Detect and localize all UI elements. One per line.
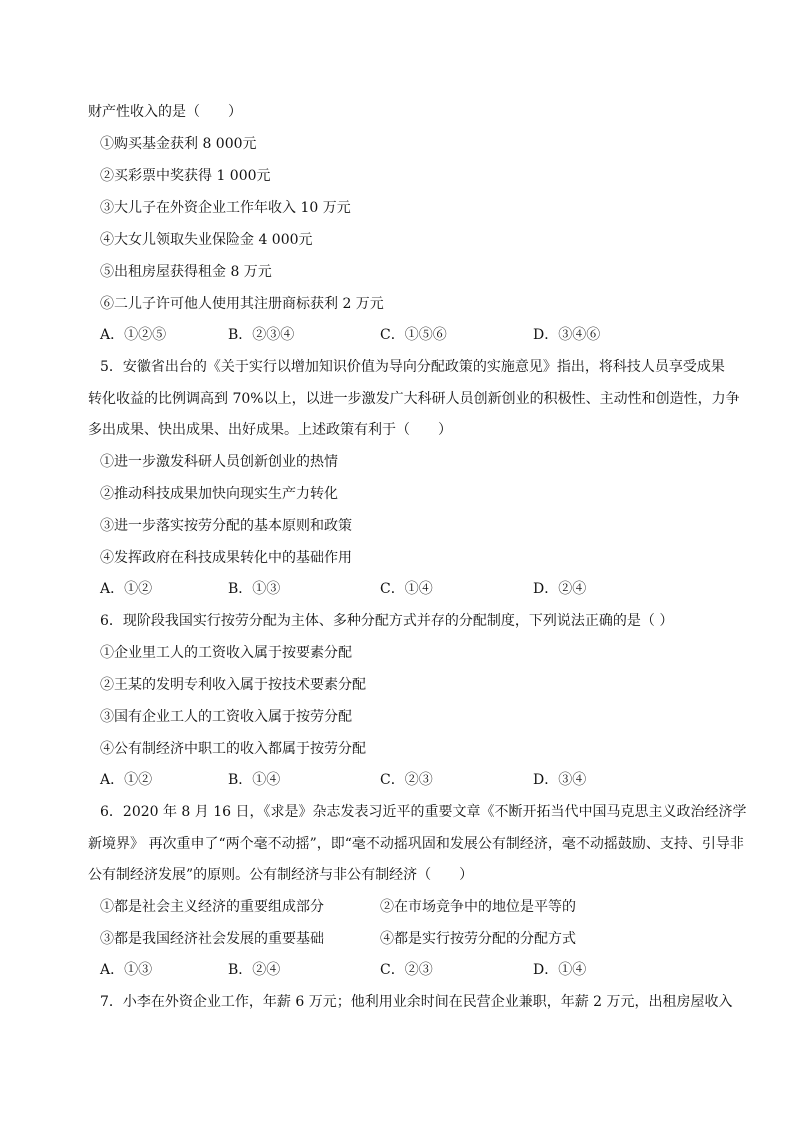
q4-item-2: ②买彩票中奖获得 1 000元 (100, 168, 271, 184)
q6b-item-2: ②在市场竞争中的地位是平等的 (380, 899, 576, 915)
q4-option-b: B．②③④ (228, 327, 295, 343)
q4-stem-tail: 财产性收入的是（ ） (88, 104, 242, 120)
q6b-item-3: ③都是我国经济社会发展的重要基础 (100, 931, 324, 947)
q6b-option-a: A．①③ (100, 962, 153, 978)
q5-option-d: D．②④ (533, 581, 587, 597)
q4-item-1: ①购买基金获利 8 000元 (100, 136, 257, 152)
q6a-item-4: ④公有制经济中职工的收入都属于按劳分配 (100, 741, 366, 757)
q6b-option-c: C．②③ (380, 962, 433, 978)
q5-item-2: ②推动科技成果加快向现实生产力转化 (100, 486, 338, 502)
q6b-item-4: ④都是实行按劳分配的分配方式 (380, 931, 576, 947)
q5-item-1: ①进一步激发科研人员创新创业的热情 (100, 454, 338, 470)
q6b-item-1: ①都是社会主义经济的重要组成部分 (100, 899, 324, 915)
q5-item-3: ③进一步落实按劳分配的基本原则和政策 (100, 518, 352, 534)
q6a-option-b: B．①④ (228, 772, 281, 788)
q6a-stem-line-1: 6．现阶段我国实行按劳分配为主体、多种分配方式并存的分配制度，下列说法正确的是（ ） (100, 613, 674, 629)
q4-item-4: ④大女儿领取失业保险金 4 000元 (100, 232, 313, 248)
q5-option-b: B．①③ (228, 581, 281, 597)
q5-item-4: ④发挥政府在科技成果转化中的基础作用 (100, 550, 352, 566)
q6a-item-1: ①企业里工人的工资收入属于按要素分配 (100, 645, 352, 661)
q4-option-c: C．①⑤⑥ (380, 327, 447, 343)
q6a-item-3: ③国有企业工人的工资收入属于按劳分配 (100, 709, 352, 725)
q6b-stem-line-1: 6．2020 年 8 月 16 日，《求是》杂志发表习近平的重要文章《不断开拓当代中国马克思主义政治经济学 (100, 804, 747, 820)
q6a-option-c: C．②③ (380, 772, 433, 788)
q5-stem-line-2: 转化收益的比例调高到 70%以上，以进一步激发广大科研人员创新创业的积极性、主动性和创造性，力争 (88, 391, 740, 407)
q6b-option-d: D．①④ (533, 962, 587, 978)
q4-item-5: ⑤出租房屋获得租金 8 万元 (100, 264, 272, 280)
q5-stem-line-1: 5．安徽省出台的《关于实行以增加知识价值为导向分配政策的实施意见》指出，将科技人员享受成果 (100, 359, 725, 375)
q6b-stem-line-2: 新境界》 再次重申了“两个毫不动摇”，即“毫不动摇巩固和发展公有制经济，毫不动摇鼓励、支持、引导非 (88, 836, 744, 852)
q6a-option-a: A．①② (100, 772, 153, 788)
q4-item-3: ③大儿子在外资企业工作年收入 10 万元 (100, 200, 351, 216)
q6a-option-d: D．③④ (533, 772, 587, 788)
q5-option-c: C．①④ (380, 581, 433, 597)
q5-stem-line-3: 多出成果、快出成果、出好成果。上述政策有利于（ ） (88, 422, 452, 438)
q7-stem-line-1: 7．小李在外资企业工作，年薪 6 万元；他利用业余时间在民营企业兼职，年薪 2 万元，出租房屋收入 (100, 994, 733, 1010)
q4-option-d: D．③④⑥ (533, 327, 601, 343)
q4-item-6: ⑥二儿子许可他人使用其注册商标获利 2 万元 (100, 296, 384, 312)
q4-option-a: A．①②⑤ (100, 327, 167, 343)
q6b-stem-line-3: 公有制经济发展”的原则。公有制经济与非公有制经济（ ） (88, 867, 474, 883)
q6b-option-b: B．②④ (228, 962, 281, 978)
q5-option-a: A．①② (100, 581, 153, 597)
q6a-item-2: ②王某的发明专利收入属于按技术要素分配 (100, 677, 366, 693)
